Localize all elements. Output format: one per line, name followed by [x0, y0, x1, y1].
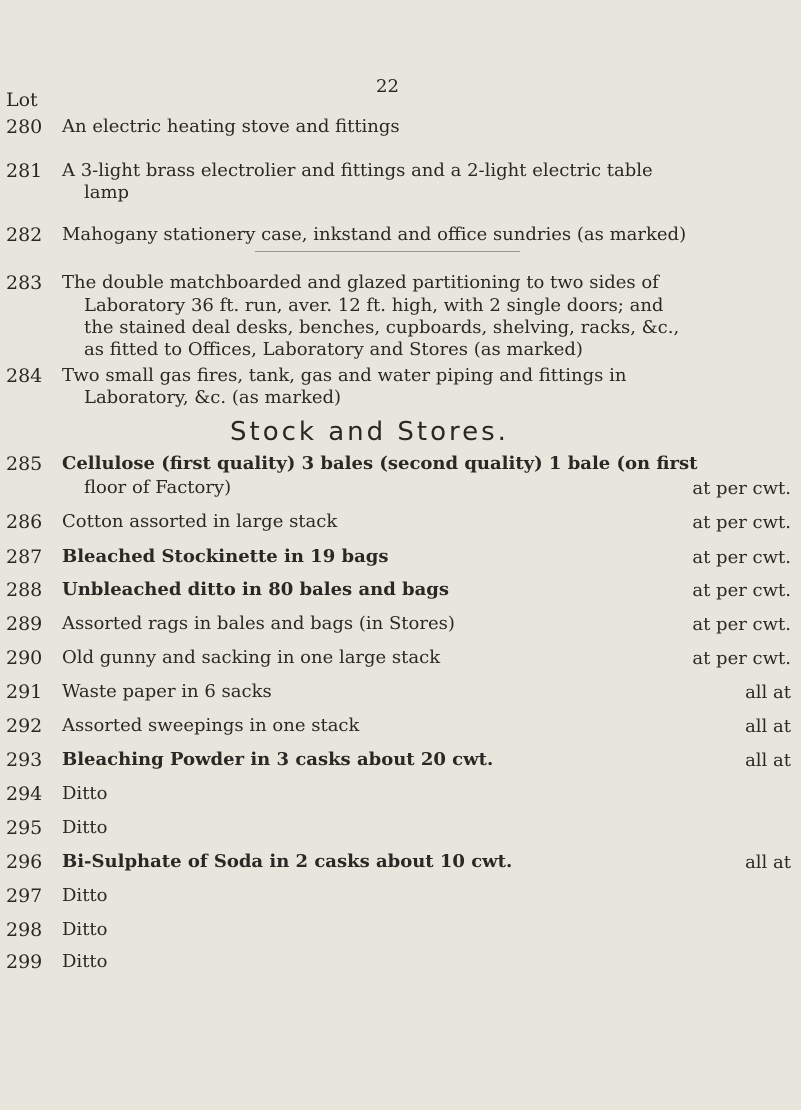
lot-description: Two small gas fires, tank, gas and water piping and fittings in — [62, 365, 627, 386]
lot-price-terms: at per cwt. — [692, 512, 791, 533]
lot-number: 290 — [6, 647, 43, 669]
lot-number: 297 — [6, 885, 43, 907]
separator-rule — [255, 251, 520, 252]
lot-price-terms: at per cwt. — [692, 614, 791, 635]
lot-description: An electric heating stove and fittings — [62, 116, 400, 137]
lot-description-continued: the stained deal desks, benches, cupboards, shelving, racks, &c., — [84, 317, 680, 338]
lot-column-header: Lot — [6, 89, 38, 111]
lot-description: Ditto — [62, 885, 108, 906]
lot-description: Old gunny and sacking in one large stack — [62, 647, 441, 668]
lot-description: The double matchboarded and glazed partitioning to two sides of — [62, 272, 659, 293]
lot-number: 298 — [6, 919, 43, 941]
lot-number: 293 — [6, 749, 43, 771]
lot-description-continued: Laboratory, &c. (as marked) — [84, 387, 342, 408]
lot-description-continued: as fitted to Offices, Laboratory and Stores (as marked) — [84, 339, 583, 360]
lot-number: 299 — [6, 951, 43, 973]
lot-number: 296 — [6, 851, 43, 873]
lot-number: 291 — [6, 681, 43, 703]
lot-price-terms: all at — [745, 852, 791, 873]
lot-description: Bleaching Powder in 3 casks about 20 cwt. — [62, 749, 494, 770]
lot-description: Unbleached ditto in 80 bales and bags — [62, 579, 450, 600]
lot-description: Assorted rags in bales and bags (in Stores) — [62, 613, 455, 634]
lot-number: 287 — [6, 546, 43, 568]
lot-number: 294 — [6, 783, 43, 805]
lot-description: Ditto — [62, 919, 108, 940]
lot-description: Ditto — [62, 783, 108, 804]
lot-price-terms: at per cwt. — [692, 478, 791, 499]
lot-description-continued: floor of Factory) — [84, 477, 232, 498]
lot-description-continued: lamp — [84, 182, 130, 203]
lot-description: Cellulose (first quality) 3 bales (second quality) 1 bale (on first — [62, 453, 698, 474]
lot-description: Cotton assorted in large stack — [62, 511, 338, 532]
lot-number: 283 — [6, 272, 43, 294]
lot-number: 292 — [6, 715, 43, 737]
lot-description: Ditto — [62, 817, 108, 838]
lot-description: Bleached Stockinette in 19 bags — [62, 546, 389, 567]
lot-description: Bi-Sulphate of Soda in 2 casks about 10 cwt. — [62, 851, 513, 872]
page-number: 22 — [376, 76, 399, 97]
lot-price-terms: at per cwt. — [692, 580, 791, 601]
lot-price-terms: all at — [745, 750, 791, 771]
lot-description: Waste paper in 6 sacks — [62, 681, 272, 702]
lot-number: 282 — [6, 224, 43, 246]
lot-description-continued: Laboratory 36 ft. run, aver. 12 ft. high, with 2 single doors; and — [84, 295, 664, 316]
lot-number: 295 — [6, 817, 43, 839]
lot-number: 285 — [6, 453, 43, 475]
section-heading: Stock and Stores. — [230, 417, 509, 447]
lot-number: 280 — [6, 116, 43, 138]
lot-price-terms: at per cwt. — [692, 648, 791, 669]
lot-number: 289 — [6, 613, 43, 635]
lot-description: Assorted sweepings in one stack — [62, 715, 360, 736]
lot-price-terms: all at — [745, 716, 791, 737]
lot-price-terms: at per cwt. — [692, 547, 791, 568]
lot-number: 288 — [6, 579, 43, 601]
lot-description: Ditto — [62, 951, 108, 972]
lot-description: A 3-light brass electrolier and fittings and a 2-light electric table — [62, 160, 653, 181]
lot-number: 284 — [6, 365, 43, 387]
lot-number: 286 — [6, 511, 43, 533]
lot-number: 281 — [6, 160, 43, 182]
lot-description: Mahogany stationery case, inkstand and office sundries (as marked) — [62, 224, 687, 245]
lot-price-terms: all at — [745, 682, 791, 703]
